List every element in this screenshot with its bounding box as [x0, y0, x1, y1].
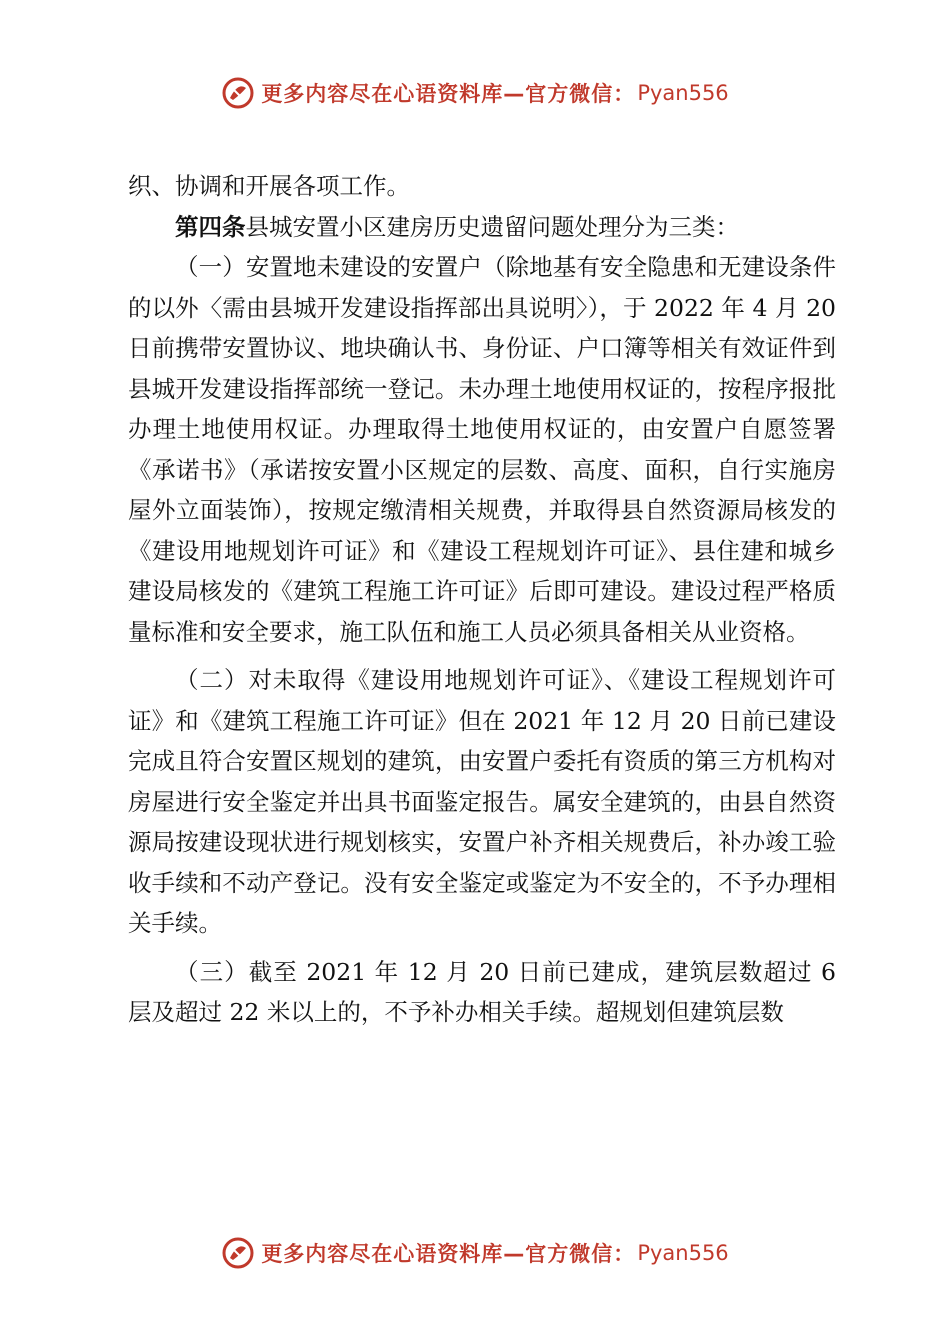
- header-watermark: [0, 73, 950, 113]
- article-four-text: 县城安置小区建房历史遗留问题处理分为三类：: [245, 212, 739, 241]
- document-body: [128, 166, 836, 1033]
- watermark-text: 更多内容尽在心语资料库—官方微信：: [261, 1242, 636, 1266]
- article-label: 第四条: [175, 212, 246, 241]
- clause-one: （一）安置地未建设的安置户（除地基有安全隐患和无建设条件的以外〈需由县城开发建设指挥部出具说明〉），于 2022 年 4 月 20 日前携带安置协议、地块确认书、身份证、户口簿等相关有效证件到县城开发建设指挥部统一登记。未办理土地使用权证的，按程序报批办理土地使用权证。办理取得土地使用权证的，由安置户自愿签署《承诺书》（承诺按安置小区规定的层数、高度、面积，自行实施房屋外立面装饰），按规定缴清相关规费，并取得县自然资源局核发的《建设用地规划许可证》和《建设工程规划许可证》、县住建和城乡建设局核发的《建筑工程施工许可证》后即可建设。建设过程严格质量标准和安全要求，施工队伍和施工人员必须具备相关从业资格。: [128, 253, 836, 646]
- watermark-wechat-id: Pyan556: [637, 1241, 729, 1265]
- watermark-text: 更多内容尽在心语资料库—官方微信：: [261, 82, 636, 106]
- red-seal-icon: [221, 1236, 255, 1270]
- clause-three: （三）截至 2021 年 12 月 20 日前已建成，建筑层数超过 6 层及超过 22 米以上的，不予补办相关手续。超规划但建筑层数: [128, 957, 836, 1026]
- red-seal-icon: [221, 76, 255, 110]
- paragraph-continuation: 织、协调和开展各项工作。: [128, 172, 410, 200]
- clause-two: （二）对未取得《建设用地规划许可证》、《建设工程规划许可证》和《建筑工程施工许可证》但在 2021 年 12 月 20 日前已建设完成且符合安置区规划的建筑，由安置户委托有资质的第三方机构对房屋进行安全鉴定并出具书面鉴定报告。属安全建筑的，由县自然资源局按建设现状进行规划核实，安置户补齐相关规费后，补办竣工验收手续和不动产登记。没有安全鉴定或鉴定为不安全的，不予办理相关手续。: [128, 666, 836, 937]
- article-four: [128, 207, 836, 248]
- watermark-wechat-id: Pyan556: [637, 81, 729, 105]
- footer-watermark: [0, 1233, 950, 1273]
